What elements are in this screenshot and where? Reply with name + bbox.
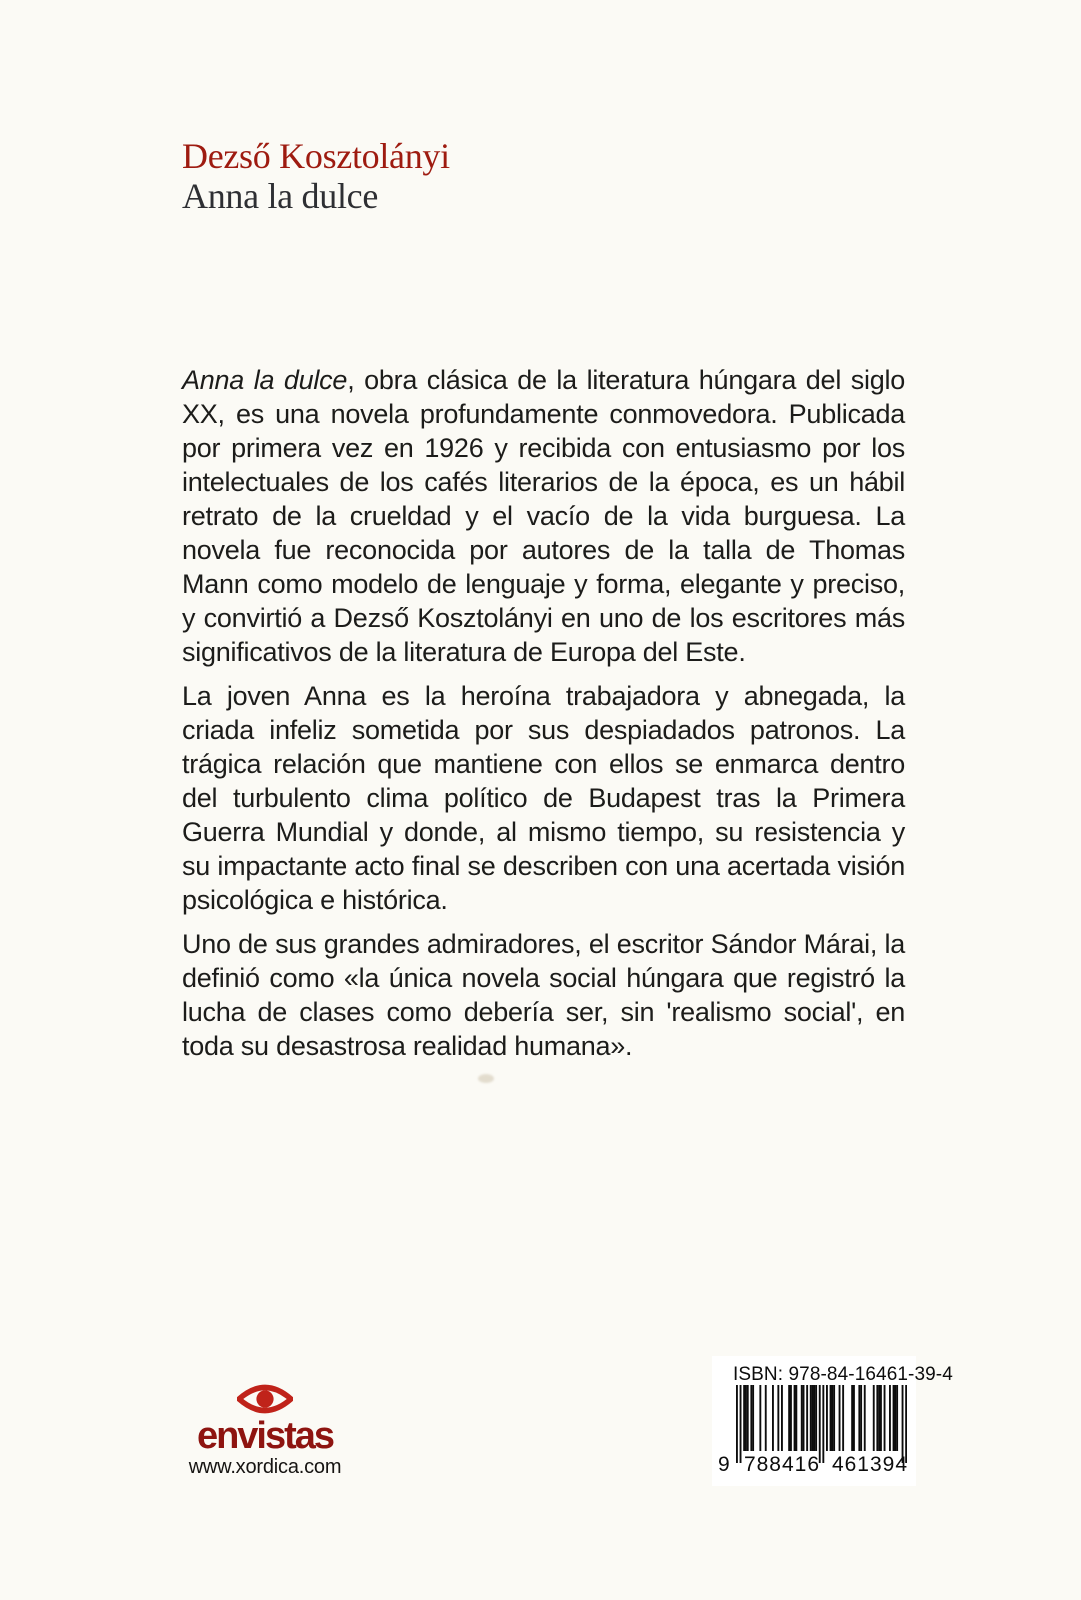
- barcode-digit-group: 9: [718, 1453, 731, 1476]
- author-name: Dezső Kosztolányi: [182, 136, 450, 176]
- publisher-name: envistas: [196, 1415, 334, 1457]
- synopsis-paragraph-3: Uno de sus grandes admiradores, el escritor Sándor Márai, la definió como «la única novela social húngara que registró la lucha de clases como debería ser, sin 'realismo social', en toda su desastrosa realidad humana».: [182, 929, 905, 1061]
- eye-icon: [170, 1383, 360, 1415]
- publisher-logo: [170, 1383, 360, 1477]
- synopsis-paragraph-2: La joven Anna es la heroína trabajadora y abnegada, la criada infeliz sometida por sus despiadados patronos. La trágica relación que mantiene con ellos se enmarca dentro del turbulento clima político de Budapest tras la Primera Guerra Mundial y donde, al mismo tiempo, su resistencia y su impactante acto final se describen con una acertada visión psicológica e histórica.: [182, 681, 905, 915]
- book-header: [182, 136, 450, 216]
- barcode-digit-group: 788416: [743, 1453, 821, 1476]
- isbn-label: ISBN: 978-84-16461-39-4: [733, 1364, 953, 1385]
- ean-barcode-icon: [736, 1385, 907, 1463]
- scan-smudge: [478, 1074, 494, 1083]
- isbn-barcode-panel: [712, 1356, 953, 1486]
- barcode-digit-group: 461394: [831, 1453, 909, 1476]
- book-title: Anna la dulce: [182, 176, 379, 216]
- synopsis-paragraph-1: Anna la dulce, obra clásica de la literatura húngara del siglo XX, es una novela profundamente conmovedora. Publicada por primera vez en 1926 y recibida con entusiasmo por los intelectuales de los cafés literarios de la época, es un hábil retrato de la crueldad y el vacío de la vida burguesa. La novela fue reconocida por autores de la talla de Thomas Mann como modelo de lenguaje y forma, elegante y preciso, y convirtió a Dezső Kosztolányi en uno de los escritores más significativos de la literatura de Europa del Este.: [182, 365, 905, 667]
- title-mention-italic: Anna la dulce: [182, 365, 348, 395]
- barcode-digits: [718, 1453, 914, 1477]
- publisher-website: www.xordica.com: [188, 1456, 342, 1478]
- synopsis: [182, 363, 905, 1073]
